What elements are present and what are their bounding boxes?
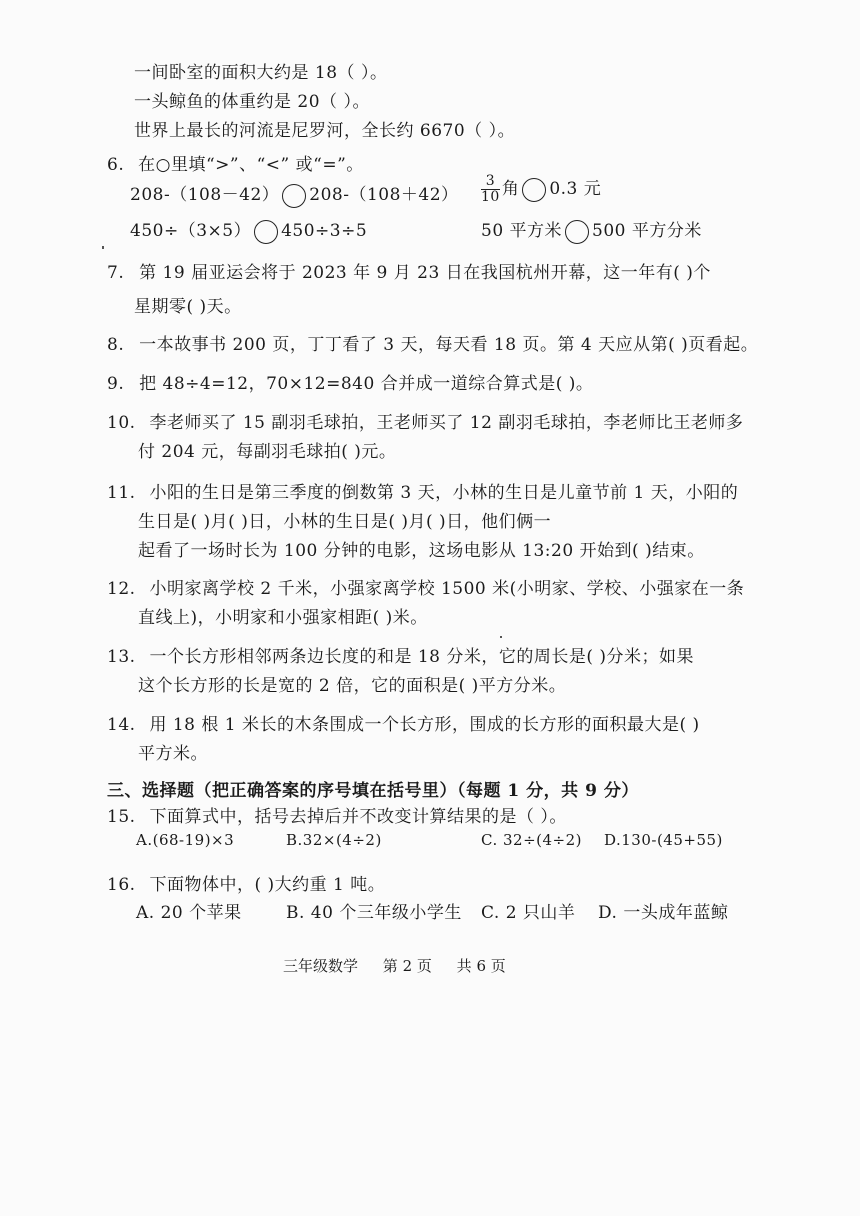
- expression: 208-（108－42）: [130, 185, 280, 205]
- compare-circle[interactable]: [565, 220, 589, 244]
- q10-line-2: 付 204 元，每副羽毛球拍( )元。: [138, 442, 397, 462]
- scan-speck: [500, 636, 502, 638]
- question-text: 李老师买了 15 副羽毛球拍，王老师买了 12 副羽毛球拍，李老师比王老师多: [149, 413, 744, 433]
- question-text: 一个长方形相邻两条边长度的和是 18 分米，它的周长是( )分米；如果: [149, 647, 695, 667]
- footer-page-total: 共 6 页: [456, 957, 506, 975]
- fraction-denominator: 10: [481, 189, 500, 205]
- question-number: 14.: [107, 715, 136, 735]
- question-text: 用 18 根 1 米长的木条围成一个长方形，围成的长方形的面积最大是( ): [149, 715, 700, 735]
- expression: 0.3 元: [549, 179, 602, 199]
- footer-subject: 三年级数学: [283, 957, 359, 975]
- fraction-numerator: 3: [485, 173, 496, 189]
- page-footer: [283, 955, 506, 976]
- question-9: [107, 369, 593, 394]
- question-text: 下面物体中，( )大约重 1 吨。: [149, 875, 386, 895]
- option-d[interactable]: D. 一头成年蓝鲸: [598, 903, 729, 923]
- q6-row2-right: [481, 216, 702, 244]
- question-12: [107, 574, 744, 599]
- q6-row2-left: [130, 216, 367, 244]
- scan-speck: [102, 246, 104, 249]
- option-b[interactable]: B. 40 个三年级小学生: [286, 903, 462, 923]
- question-8: [107, 330, 758, 355]
- question-10: [107, 408, 743, 433]
- unit-text: 角: [501, 179, 520, 199]
- question-number: 11.: [107, 483, 136, 503]
- footer-page-number: 第 2 页: [382, 957, 432, 975]
- fraction: [481, 174, 500, 205]
- question-text: 把 48÷4=12，70×12=840 合并成一道综合算式是( )。: [139, 374, 594, 394]
- compare-circle[interactable]: [282, 184, 306, 208]
- q11-line-2: 生日是( )月( )日，小林的生日是( )月( )日，他们俩一: [138, 512, 552, 532]
- question-11: [107, 478, 738, 503]
- question-text: 在○里填“>”、“<” 或“=”。: [138, 155, 364, 175]
- expression: 450÷3÷5: [281, 221, 368, 241]
- option-b[interactable]: B.32×(4÷2): [286, 831, 382, 849]
- question-number: 8.: [107, 335, 125, 355]
- q14-line-2: 平方米。: [138, 744, 208, 764]
- section-heading: 三、选择题（把正确答案的序号填在括号里）（每题 1 分，共 9 分）: [107, 781, 639, 801]
- question-text: 小阳的生日是第三季度的倒数第 3 天，小林的生日是儿童节前 1 天，小阳的: [149, 483, 739, 503]
- q12-line-2: 直线上)，小明家和小强家相距( )米。: [138, 608, 428, 628]
- question-text: 第 19 届亚运会将于 2023 年 9 月 23 日在我国杭州开幕，这一年有( )个: [139, 263, 711, 283]
- question-number: 12.: [107, 579, 136, 599]
- question-13: [107, 642, 694, 667]
- question-number: 10.: [107, 413, 136, 433]
- q5-line-2: 一头鲸鱼的体重约是 20（ ）。: [134, 92, 370, 112]
- expression: 50 平方米: [481, 221, 563, 241]
- question-6: [107, 150, 364, 175]
- question-14: [107, 710, 700, 735]
- q7-line-2: 星期零( )天。: [134, 297, 242, 317]
- option-d[interactable]: D.130-(45+55): [604, 831, 723, 849]
- option-c[interactable]: C. 2 只山羊: [481, 903, 576, 923]
- expression: 500 平方分米: [592, 221, 702, 241]
- q11-line-3: 起看了一场时长为 100 分钟的电影，这场电影从 13:20 开始到( )结束。: [138, 541, 705, 561]
- question-number: 13.: [107, 647, 136, 667]
- question-text: 一本故事书 200 页，丁丁看了 3 天，每天看 18 页。第 4 天应从第( )页看起。: [139, 335, 759, 355]
- compare-circle[interactable]: [254, 220, 278, 244]
- option-a[interactable]: A. 20 个苹果: [136, 903, 242, 923]
- question-number: 9.: [107, 374, 125, 394]
- question-16: [107, 870, 385, 895]
- expression: 450÷（3×5）: [130, 221, 252, 241]
- question-number: 6.: [107, 155, 125, 175]
- question-text: 小明家离学校 2 千米，小强家离学校 1500 米(小明家、学校、小强家在一条: [149, 579, 745, 599]
- compare-circle[interactable]: [522, 178, 546, 202]
- question-number: 7.: [107, 263, 125, 283]
- q5-line-3: 世界上最长的河流是尼罗河，全长约 6670（ ）。: [134, 121, 516, 141]
- q6-row1-left: [130, 180, 459, 208]
- q5-line-1: 一间卧室的面积大约是 18（ ）。: [134, 63, 388, 83]
- option-a[interactable]: A.(68-19)×3: [136, 831, 235, 849]
- expression: 208-（108＋42）: [309, 185, 459, 205]
- question-number: 15.: [107, 807, 136, 827]
- q6-row1-right: [481, 174, 601, 205]
- question-number: 16.: [107, 875, 136, 895]
- question-15: [107, 802, 567, 827]
- option-c[interactable]: C. 32÷(4÷2): [481, 831, 582, 849]
- q13-line-2: 这个长方形的长是宽的 2 倍，它的面积是( )平方分米。: [138, 676, 567, 696]
- question-text: 下面算式中，括号去掉后并不改变计算结果的是（ ）。: [149, 807, 567, 827]
- question-7: [107, 258, 711, 283]
